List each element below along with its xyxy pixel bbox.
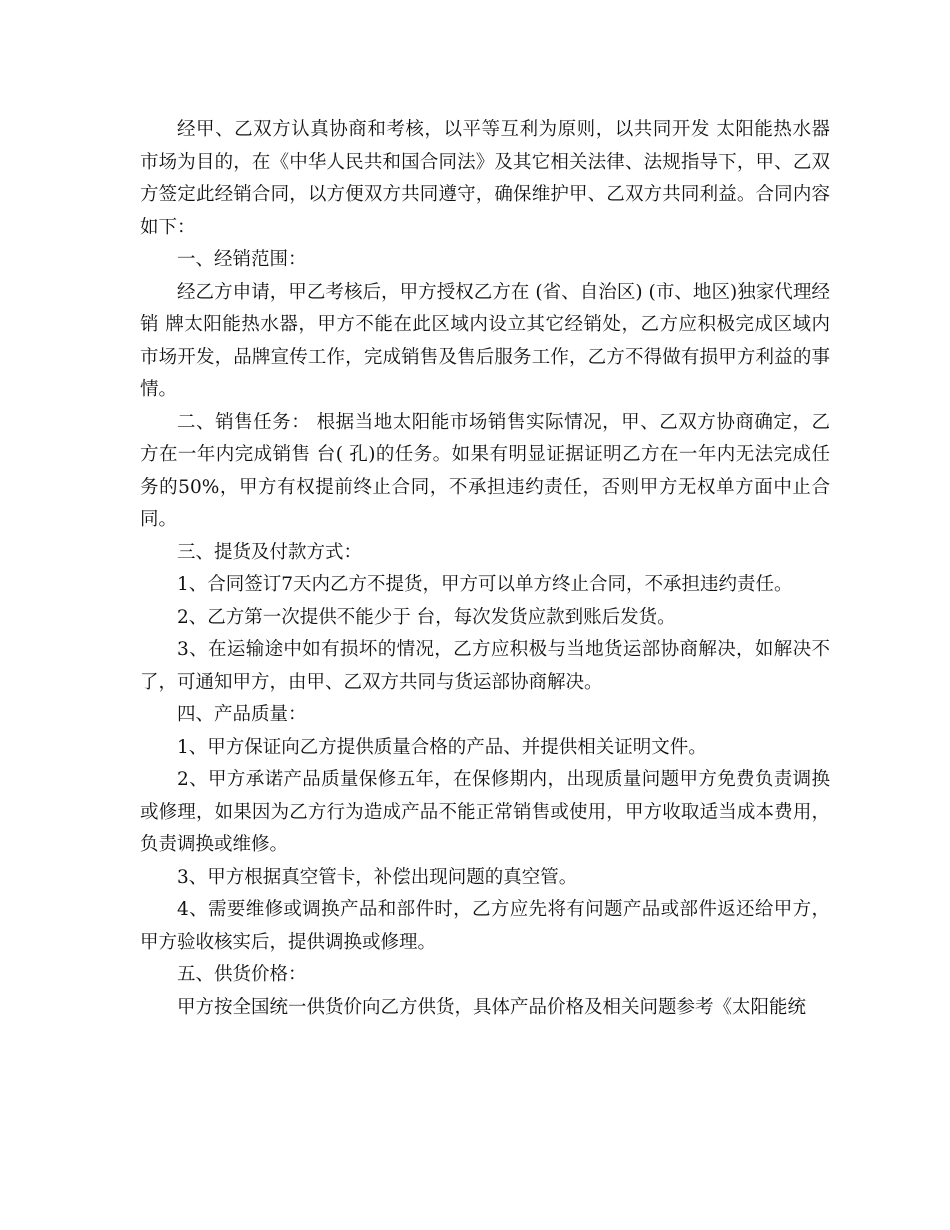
clause-delivery-3: 3、在运输途中如有损坏的情况，乙方应积极与当地货运部协商解决，如解决不了，可通知甲方，由甲、乙双方共同与货运部协商解决。	[140, 639, 830, 693]
section-heading-scope: 一、经销范围：	[177, 249, 307, 270]
section-heading-delivery-payment: 三、提货及付款方式：	[177, 541, 363, 563]
clause-delivery-2: 2、乙方第一次提供不能少于 台，每次发货应款到账后发货。	[177, 606, 676, 628]
paragraph-intro: 经甲、乙双方认真协商和考核，以平等互利为原则，以共同开发 太阳能热水器市场为目的，在《中华人民共和国合同法》及其它相关法律、法规指导下，甲、乙双方签定此经销合同，以方便双方共同遵守，确保维护甲、乙双方共同利益。合同内容如下：	[140, 119, 830, 238]
clause-delivery-1: 1、合同签订7天内乙方不提货，甲方可以单方终止合同，不承担违约责任。	[177, 574, 793, 595]
paragraph-sales-task: 二、销售任务： 根据当地太阳能市场销售实际情况，甲、乙双方协商确定，乙方在一年内完成销售 台( 孔)的任务。如果有明显证据证明乙方在一年内无法完成任务的50%，甲方有权提前终止合同，不承担违约责任，否则甲方无权单方面中止合同。	[140, 411, 830, 530]
clause-quality-2: 2、甲方承诺产品质量保修五年，在保修期内，出现质量问题甲方免费负责调换或修理，如果因为乙方行为造成产品不能正常销售或使用，甲方收取适当成本费用，负责调换或维修。	[140, 769, 830, 855]
section-heading-quality: 四、产品质量：	[177, 704, 307, 725]
document-body	[140, 114, 830, 1024]
paragraph-scope: 经乙方申请，甲乙考核后，甲方授权乙方在 (省、自治区) (市、地区)独家代理经销 牌太阳能热水器，甲方不能在此区域内设立其它经销处，乙方应积极完成区域内市场开发，品牌宣传工作，完成销售及售后服务工作，乙方不得做有损甲方利益的事情。	[140, 281, 830, 400]
clause-quality-4: 4、需要维修或调换产品和部件时，乙方应先将有问题产品或部件返还给甲方，甲方验收核实后，提供调换或修理。	[140, 899, 830, 953]
paragraph-price: 甲方按全国统一供货价向乙方供货，具体产品价格及相关问题参考《太阳能统	[177, 996, 807, 1018]
section-heading-price: 五、供货价格：	[177, 964, 307, 985]
clause-quality-1: 1、甲方保证向乙方提供质量合格的产品、并提供相关证明文件。	[177, 736, 707, 758]
clause-quality-3: 3、甲方根据真空管卡，补偿出现问题的真空管。	[177, 866, 578, 888]
